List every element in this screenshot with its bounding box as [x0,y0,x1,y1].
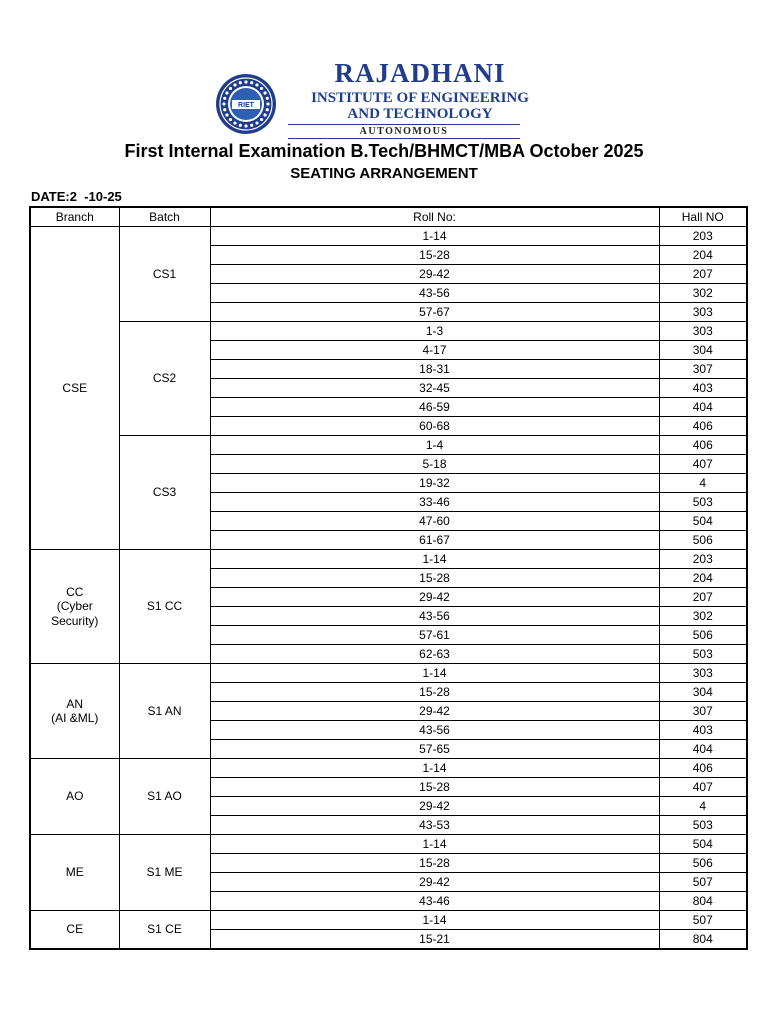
hall-number-cell: 404 [659,398,747,417]
hall-number-cell: 4 [659,797,747,816]
branch-cell: CC (Cyber Security) [30,550,119,664]
exam-title: First Internal Examination B.Tech/BHMCT/MBA October 2025 [124,141,644,161]
hall-number-cell: 504 [659,835,747,854]
hall-number-cell: 406 [659,759,747,778]
batch-cell: S1 ME [119,835,210,911]
hall-number-cell: 407 [659,778,747,797]
roll-range-cell: 15-28 [210,569,659,588]
hall-number-cell: 503 [659,493,747,512]
header-branch: Branch [30,207,119,227]
roll-range-cell: 46-59 [210,398,659,417]
hall-number-cell: 507 [659,911,747,930]
roll-range-cell: 15-21 [210,930,659,949]
roll-range-cell: 15-28 [210,683,659,702]
branch-cell: CSE [30,227,119,550]
hall-number-cell: 504 [659,512,747,531]
seating-arrangement-title: SEATING ARRANGEMENT [290,165,478,182]
hall-number-cell: 503 [659,816,747,835]
branch-cell: AO [30,759,119,835]
roll-range-cell: 29-42 [210,797,659,816]
hall-number-cell: 506 [659,531,747,550]
table-row [30,911,747,930]
table-row [30,759,747,778]
batch-cell: S1 CE [119,911,210,949]
institute-tagline: AUTONOMOUS [359,126,449,137]
institute-name-line3: AND TECHNOLOGY [347,106,493,122]
hall-number-cell: 407 [659,455,747,474]
roll-range-cell: 61-67 [210,531,659,550]
header-batch: Batch [119,207,210,227]
roll-range-cell: 57-67 [210,303,659,322]
roll-range-cell: 33-46 [210,493,659,512]
roll-range-cell: 15-28 [210,778,659,797]
roll-range-cell: 29-42 [210,265,659,284]
header-rule-bottom [288,138,520,139]
hall-number-cell: 406 [659,436,747,455]
hall-number-cell: 203 [659,550,747,569]
hall-number-cell: 804 [659,892,747,911]
svg-text:RIET: RIET [238,102,254,109]
document-header [0,0,768,140]
roll-range-cell: 43-53 [210,816,659,835]
batch-cell: S1 AO [119,759,210,835]
seating-table-body [30,227,747,949]
roll-range-cell: 62-63 [210,645,659,664]
hall-number-cell: 204 [659,569,747,588]
hall-number-cell: 302 [659,284,747,303]
roll-range-cell: 1-14 [210,664,659,683]
roll-range-cell: 43-56 [210,607,659,626]
header-rule-top [288,124,520,125]
roll-range-cell: 1-14 [210,227,659,246]
roll-range-cell: 4-17 [210,341,659,360]
roll-range-cell: 5-18 [210,455,659,474]
batch-cell: CS1 [119,227,210,322]
roll-range-cell: 18-31 [210,360,659,379]
roll-range-cell: 15-28 [210,854,659,873]
hall-number-cell: 204 [659,246,747,265]
institute-name [290,60,550,122]
batch-cell: S1 AN [119,664,210,759]
table-row [30,550,747,569]
hall-number-cell: 303 [659,322,747,341]
roll-range-cell: 29-42 [210,873,659,892]
hall-number-cell: 4 [659,474,747,493]
branch-cell: CE [30,911,119,949]
header-hall-no: Hall NO [659,207,747,227]
hall-number-cell: 207 [659,265,747,284]
batch-cell: CS2 [119,322,210,436]
roll-range-cell: 57-65 [210,740,659,759]
hall-number-cell: 303 [659,664,747,683]
roll-range-cell: 1-14 [210,759,659,778]
table-row [30,436,747,455]
hall-number-cell: 304 [659,683,747,702]
roll-range-cell: 1-14 [210,835,659,854]
branch-cell: AN (AI &ML) [30,664,119,759]
roll-range-cell: 1-3 [210,322,659,341]
hall-number-cell: 404 [659,740,747,759]
roll-range-cell: 43-46 [210,892,659,911]
roll-range-cell: 1-14 [210,911,659,930]
hall-number-cell: 403 [659,379,747,398]
hall-number-cell: 207 [659,588,747,607]
roll-range-cell: 15-28 [210,246,659,265]
institute-name-line2: INSTITUTE OF ENGINEERING [311,90,529,106]
batch-cell: S1 CC [119,550,210,664]
roll-range-cell: 29-42 [210,702,659,721]
roll-range-cell: 32-45 [210,379,659,398]
hall-number-cell: 307 [659,360,747,379]
table-row [30,664,747,683]
batch-cell: CS3 [119,436,210,550]
roll-range-cell: 1-4 [210,436,659,455]
exam-date: DATE:2 -10-25 [31,189,122,204]
institute-seal-logo [214,72,278,136]
header-roll-no: Roll No: [210,207,659,227]
hall-number-cell: 503 [659,645,747,664]
table-row [30,322,747,341]
roll-range-cell: 60-68 [210,417,659,436]
roll-range-cell: 29-42 [210,588,659,607]
institute-name-line1: RAJADHANI [334,58,506,88]
table-header-row [30,207,747,227]
table-row [30,835,747,854]
roll-range-cell: 47-60 [210,512,659,531]
hall-number-cell: 406 [659,417,747,436]
hall-number-cell: 203 [659,227,747,246]
hall-number-cell: 307 [659,702,747,721]
branch-cell: ME [30,835,119,911]
hall-number-cell: 506 [659,854,747,873]
hall-number-cell: 304 [659,341,747,360]
hall-number-cell: 302 [659,607,747,626]
roll-range-cell: 19-32 [210,474,659,493]
hall-number-cell: 506 [659,626,747,645]
roll-range-cell: 43-56 [210,721,659,740]
hall-number-cell: 303 [659,303,747,322]
hall-number-cell: 507 [659,873,747,892]
seating-table [29,206,748,950]
roll-range-cell: 1-14 [210,550,659,569]
hall-number-cell: 804 [659,930,747,949]
roll-range-cell: 57-61 [210,626,659,645]
hall-number-cell: 403 [659,721,747,740]
roll-range-cell: 43-56 [210,284,659,303]
table-row [30,227,747,246]
